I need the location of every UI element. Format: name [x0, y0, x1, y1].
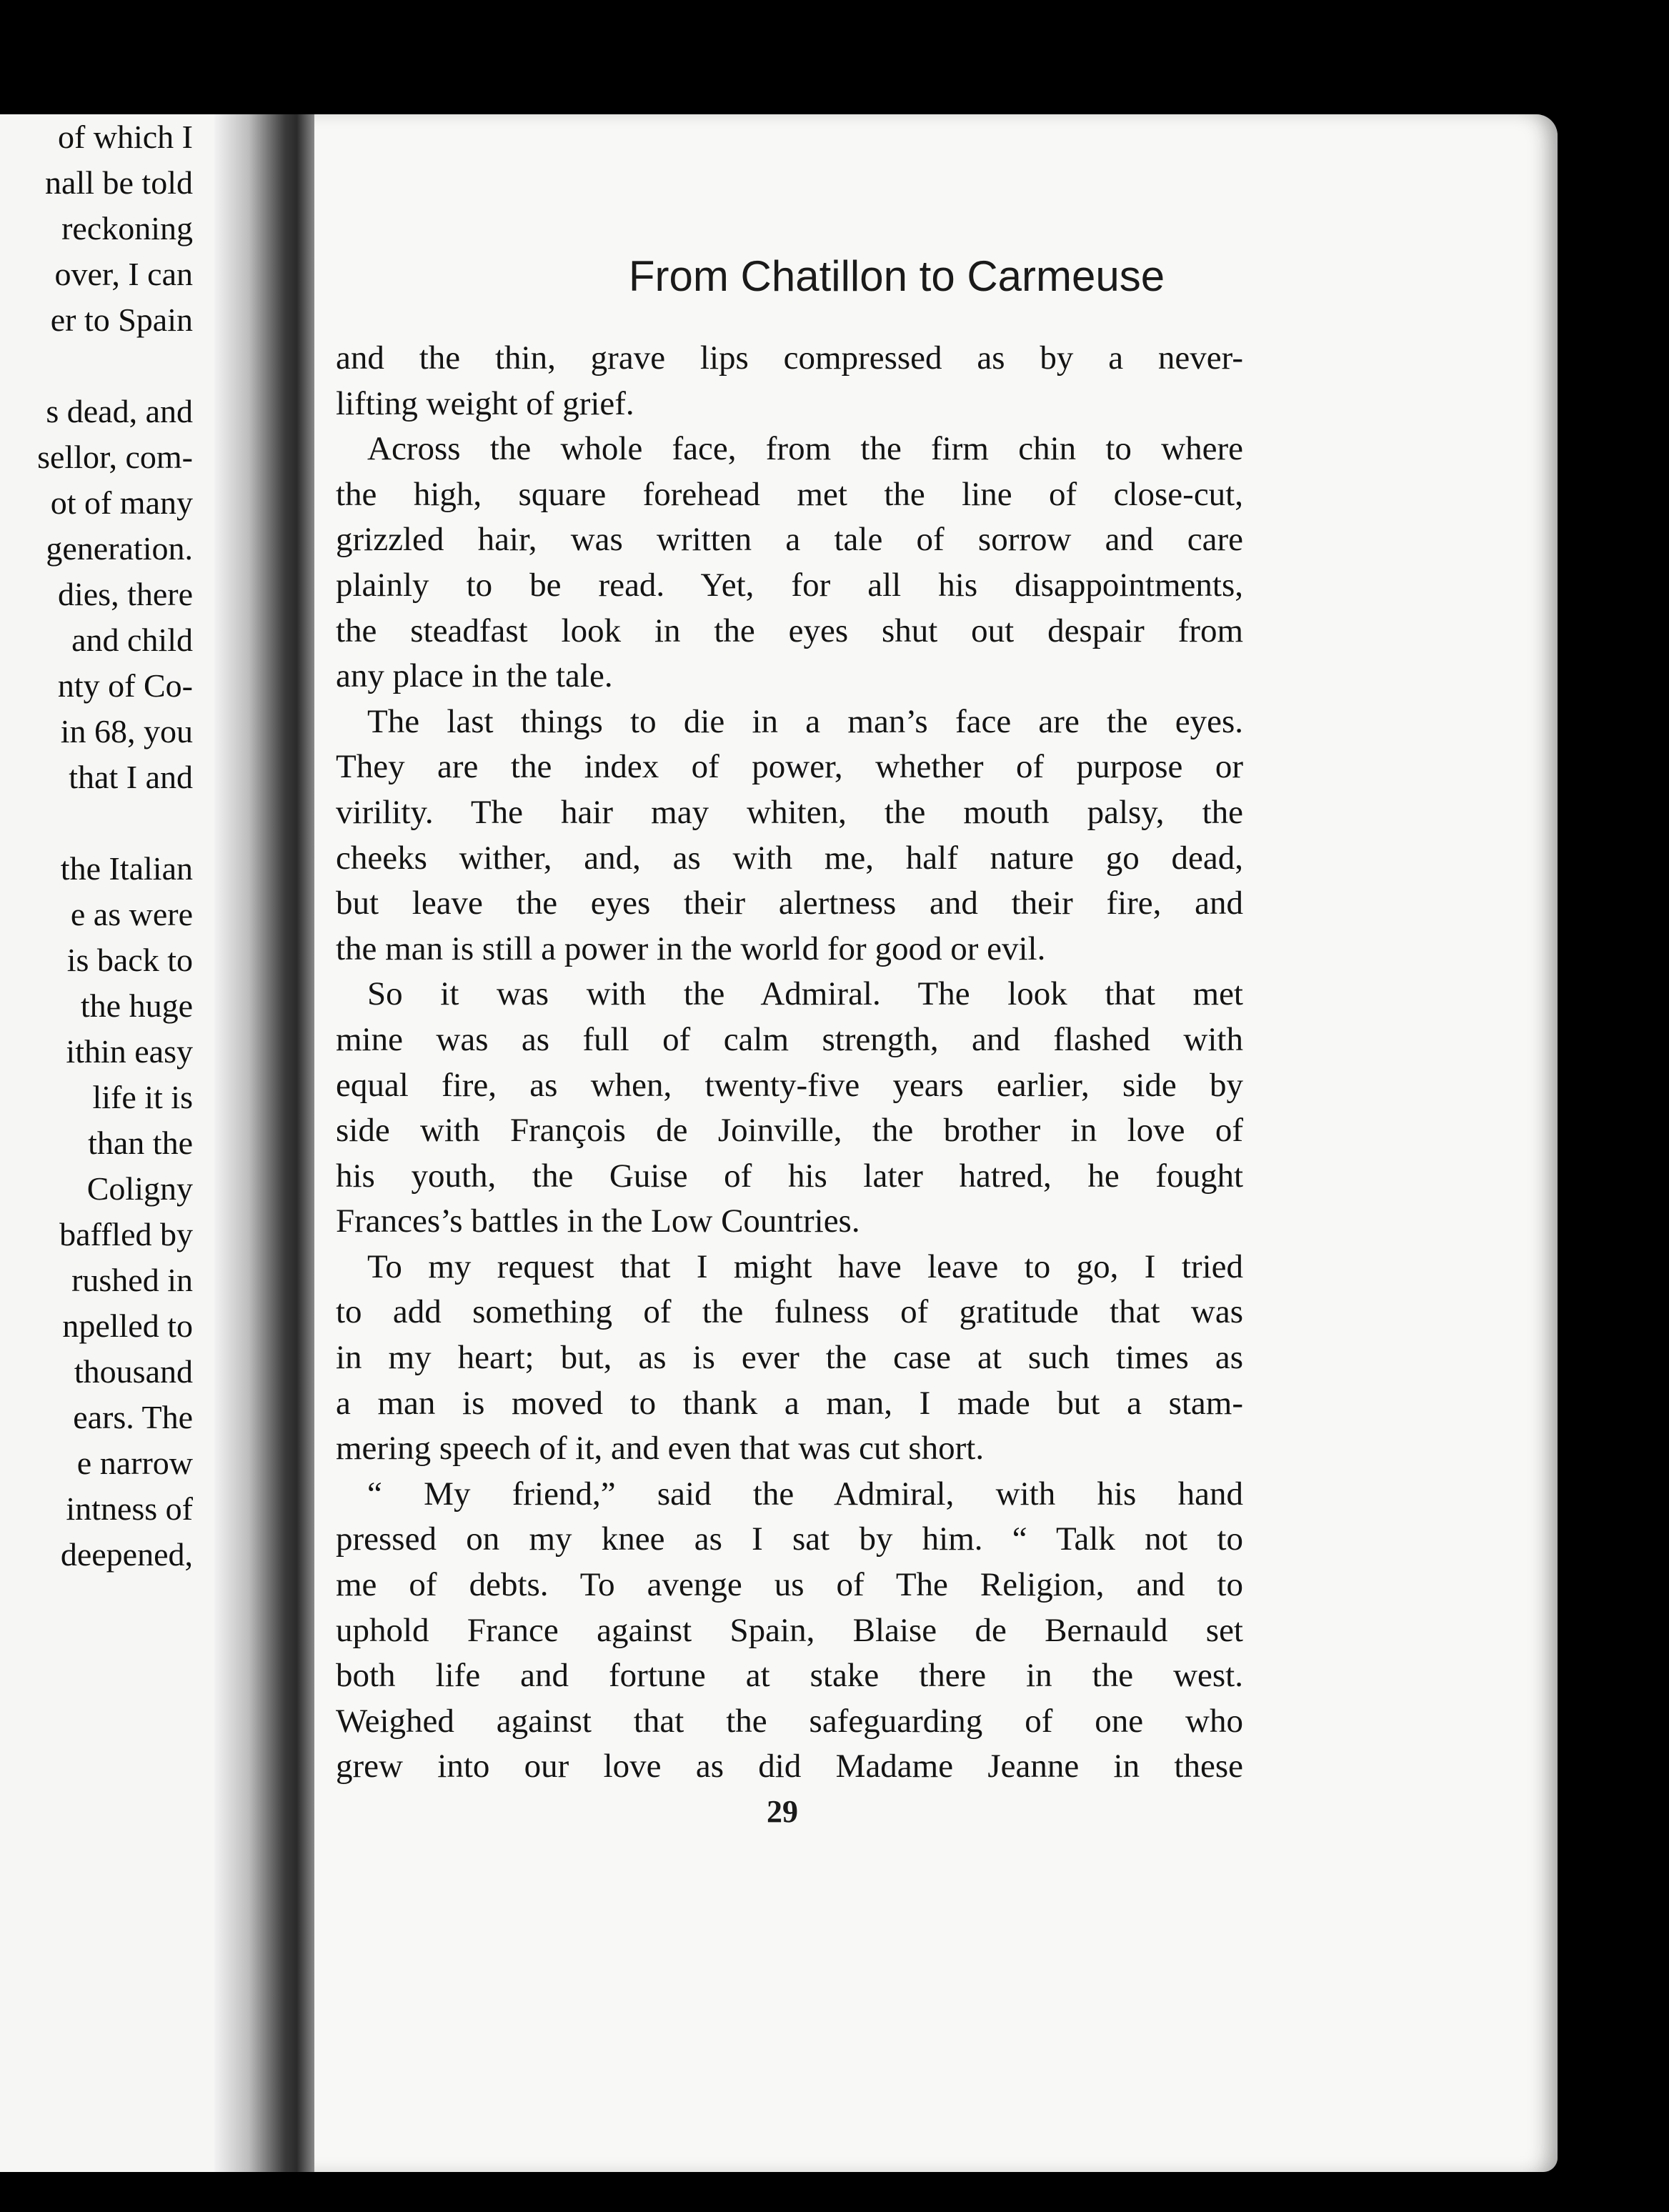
- left-page-line: dies, there: [57, 576, 193, 612]
- left-page-line: [37, 800, 193, 846]
- left-page-line: ot of many: [50, 484, 193, 521]
- text-line: cheeks wither, and, as with me, half nature go dead,: [336, 839, 1243, 877]
- text-line: grew into our love as did Madame Jeanne in these: [336, 1748, 1243, 1785]
- left-page-line: the huge: [80, 987, 193, 1024]
- text-line: equal fire, as when, twenty-five years earlier, side by: [336, 1066, 1243, 1104]
- left-page-line: e narrow: [76, 1445, 193, 1481]
- text-line: lifting weight of grief.: [336, 384, 634, 422]
- text-line: the steadfast look in the eyes shut out despair from: [336, 612, 1243, 649]
- text-line: but leave the eyes their alertness and their fire, and: [336, 885, 1243, 922]
- text-line: So it was with the Admiral. The look that met: [367, 975, 1243, 1013]
- running-head: From Chatillon to Carmeuse: [628, 252, 1165, 300]
- text-line: The last things to die in a man’s face are the eyes.: [367, 702, 1243, 740]
- left-page-line: intness of: [66, 1490, 193, 1527]
- left-page-line: that I and: [69, 759, 193, 795]
- left-page-line: rushed in: [71, 1262, 193, 1298]
- text-line: side with François de Joinville, the brother in love of: [336, 1112, 1243, 1150]
- left-page-line: generation.: [46, 530, 193, 567]
- text-line: pressed on my knee as I sat by him. “ Talk not to: [336, 1520, 1243, 1558]
- text-line: plainly to be read. Yet, for all his disappointments,: [336, 566, 1243, 604]
- text-line: Across the whole face, from the firm chin to where: [367, 430, 1243, 468]
- left-page-line: sellor, com-: [37, 439, 193, 475]
- text-line: They are the index of power, whether of purpose or: [336, 748, 1243, 786]
- left-page-line: of which I: [57, 119, 193, 155]
- left-page-line: and child: [71, 622, 193, 658]
- text-line: mine was as full of calm strength, and flashed with: [336, 1020, 1243, 1058]
- text-line: the high, square forehead met the line of close-cut,: [336, 475, 1243, 513]
- text-line: and the thin, grave lips compressed as by a never-: [336, 339, 1243, 377]
- left-page-line: than the: [88, 1125, 193, 1161]
- text-line: grizzled hair, was written a tale of sorrow and care: [336, 521, 1243, 559]
- left-page-line: Coligny: [86, 1170, 193, 1207]
- left-page-line: [37, 343, 193, 389]
- text-line: to add something of the fulness of gratitude that was: [336, 1293, 1243, 1331]
- text-line: Weighed against that the safeguarding of one who: [336, 1702, 1243, 1740]
- text-line: me of debts. To avenge us of The Religion, and to: [336, 1566, 1243, 1604]
- text-line: his youth, the Guise of his later hatred, he fought: [336, 1157, 1243, 1195]
- left-page-line: life it is: [92, 1079, 193, 1115]
- text-line: any place in the tale.: [336, 657, 613, 695]
- text-line: both life and fortune at stake there in the west.: [336, 1657, 1243, 1695]
- left-page-line: baffled by: [59, 1216, 193, 1252]
- body-text: [336, 336, 1243, 1790]
- text-line: uphold France against Spain, Blaise de Bernauld set: [336, 1611, 1243, 1649]
- text-line: the man is still a power in the world for good or evil.: [336, 930, 1046, 967]
- left-page-text: [37, 114, 193, 1578]
- left-page-line: ears. The: [73, 1399, 193, 1435]
- left-page-line: nall be told: [45, 164, 193, 201]
- page-number: 29: [767, 1794, 798, 1829]
- left-page-line: the Italian: [60, 850, 193, 887]
- left-page-line: in 68, you: [60, 713, 193, 749]
- left-page-line: is back to: [66, 942, 193, 978]
- left-page-line: s dead, and: [46, 393, 193, 429]
- left-page-line: thousand: [74, 1353, 193, 1390]
- left-page-line: over, I can: [54, 256, 193, 292]
- left-page-line: ithin easy: [66, 1033, 193, 1070]
- text-line: in my heart; but, as is ever the case at such times as: [336, 1339, 1243, 1377]
- text-line: “ My friend,” said the Admiral, with his hand: [367, 1475, 1243, 1513]
- text-line: To my request that I might have leave to go, I tried: [367, 1247, 1243, 1285]
- left-page-line: e as were: [70, 896, 193, 932]
- text-line: Frances’s battles in the Low Countries.: [336, 1202, 860, 1240]
- text-line: mering speech of it, and even that was cut short.: [336, 1430, 985, 1468]
- text-line: a man is moved to thank a man, I made but a stam-: [336, 1384, 1243, 1422]
- left-page-line: er to Spain: [50, 302, 193, 338]
- left-page-line: reckoning: [61, 210, 193, 246]
- left-page-line: npelled to: [62, 1307, 193, 1344]
- text-line: virility. The hair may whiten, the mouth palsy, the: [336, 793, 1243, 831]
- left-page-line: nty of Co-: [57, 667, 193, 704]
- left-page-line: deepened,: [60, 1536, 193, 1573]
- book-gutter: [214, 114, 329, 2172]
